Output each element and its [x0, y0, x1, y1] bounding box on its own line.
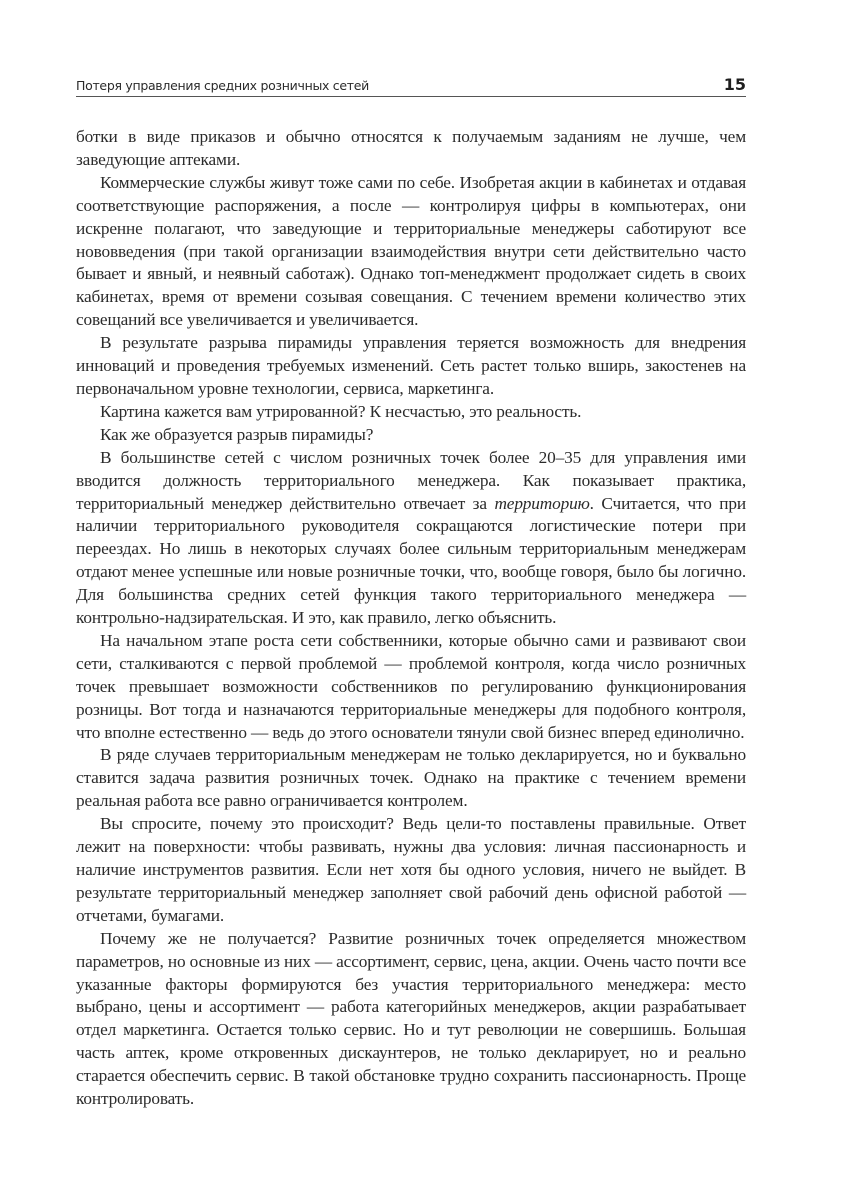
paragraph-2: Коммерческие службы живут тоже сами по себе. Изобретая акции в кабинетах и отдавая соответствующие распоряжения, а после — контролируя цифры в компьютерах, они искренне полагают, что заведующие и территориальные менеджеры саботируют все нововведения (при такой организации взаимодействия внутри сети действительно часто бывает и явный, и неявный саботаж). Однако топ-менеджмент продолжает сидеть в своих кабинетах, время от времени созывая совещания. С течением времени количество этих совещаний все увеличивается и увеличивается. [76, 172, 746, 330]
body-text [76, 126, 746, 1111]
paragraph-3: В результате разрыва пирамиды управления теряется возможность для внедрения инноваций и проведения требуемых изменений. Сеть растет только вширь, закостенев на первоначальном уровне технологии, сервиса, маркетинга. [76, 333, 746, 398]
paragraph-8: В ряде случаев территориальным менеджерам не только декларируется, но и буквально ставится задача развития розничных точек. Однако на практике с течением времени реальная работа все равно ограничивается контролем. [76, 745, 746, 811]
paragraph-6-text-before: В большинстве сетей с числом розничных точек более 20–35 для управления ими вводится должность территориального менеджера. Как показывает практика, территориальный менеджер действительно отвечает за [76, 447, 746, 513]
paragraph-10: Почему же не получается? Развитие розничных точек определяется множеством параметров, но основные из них — ассортимент, сервис, цена, акции. Очень часто почти все указанные факторы формируются без участия территориального менеджера: место выбрано, цены и ассортимент — работа категорийных менеджеров, акции разрабатывает отдел маркетинга. Остается только сервис. Но и тут революции не совершишь. Большая часть аптек, кроме откровенных дискаунтеров, не только декларирует, но и реально старается обеспечить сервис. В такой обстановке трудно сохранить пассионарность. Проще контролировать. [76, 928, 746, 1109]
paragraph-6 [76, 447, 746, 630]
paragraph-7: На начальном этапе роста сети собственники, которые обычно сами и развивают свои сети, сталкиваются с первой проблемой — проблемой контроля, когда число розничных точек превышает возможности собственников по регулированию функционирования розницы. Вот тогда и назначаются территориальные менеджеры для подобного контроля, что вполне естественно — ведь до этого основатели тянули свой бизнес вперед единолично. [76, 630, 746, 742]
paragraph-9: Вы спросите, почему это происходит? Ведь цели-то поставлены правильные. Ответ лежит на поверхности: чтобы развивать, нужны два условия: личная пассионарность и наличие инструментов развития. Если нет хотя бы одного условия, ничего не выйдет. В результате территориальный менеджер заполняет свой рабочий день офисной работой — отчетами, бумагами. [76, 814, 746, 925]
paragraph-5: Как же образуется разрыв пирамиды? [100, 424, 374, 444]
running-title: Потеря управления средних розничных сетей [76, 78, 369, 93]
emphasis-territory: территорию [494, 493, 590, 513]
paragraph-4: Картина кажется вам утрированной? К несчастью, это реальность. [100, 401, 582, 421]
running-header [76, 74, 746, 97]
page-number: 15 [723, 75, 746, 94]
paragraph-1: ботки в виде приказов и обычно относятся к получаемым заданиям не лучше, чем заведующие аптеками. [76, 127, 746, 169]
paragraph-6-text-after: . Считается, что при наличии территориального руководителя сокращаются логистические потери при переездах. Но лишь в некоторых случаях более сильным территориальным менеджерам отдают менее успешные или новые розничные точки, что, вообще говоря, было бы логично. Для большинства средних сетей функция такого территориального менеджера — контрольно-надзирательская. И это, как правило, легко объяснить. [76, 493, 746, 628]
